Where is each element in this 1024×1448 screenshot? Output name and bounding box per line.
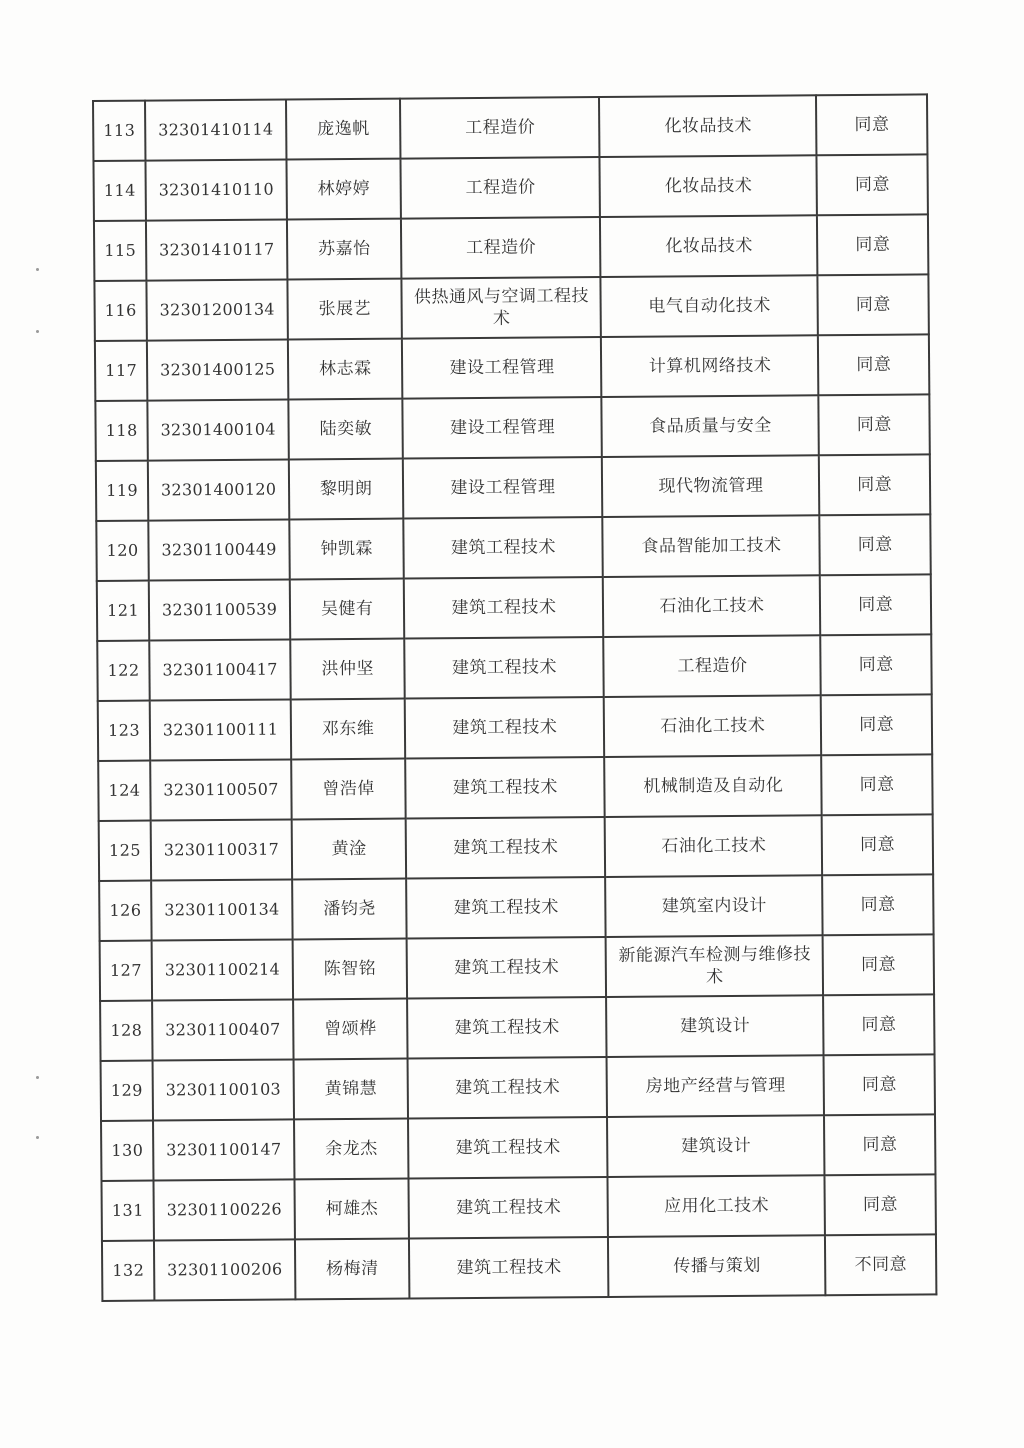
table-row (93, 94, 927, 161)
row-number: 131 (101, 1181, 154, 1241)
approval-result: 同意 (817, 214, 928, 275)
student-name: 黄锦慧 (293, 1059, 408, 1120)
target-major: 应用化工技术 (608, 1175, 825, 1237)
approval-result: 同意 (817, 154, 928, 215)
student-id: 32301400104 (148, 399, 289, 460)
target-major: 新能源汽车检测与维修技术 (606, 935, 823, 997)
current-major: 建筑工程技术 (409, 1237, 608, 1299)
student-id: 32301100147 (153, 1119, 294, 1180)
student-id: 32301100507 (150, 759, 291, 820)
table-row (95, 334, 929, 401)
approval-result: 同意 (823, 874, 934, 935)
student-id: 32301410114 (145, 99, 286, 160)
row-number: 116 (94, 281, 147, 341)
row-number: 130 (101, 1121, 154, 1181)
table-row (102, 1234, 936, 1301)
current-major: 建筑工程技术 (406, 757, 605, 819)
row-number: 118 (95, 401, 148, 461)
approval-result: 不同意 (825, 1234, 936, 1295)
student-name: 黄淦 (292, 819, 407, 880)
table-row (97, 634, 931, 701)
student-id: 32301100539 (149, 579, 290, 640)
student-name: 余龙杰 (294, 1119, 409, 1180)
table-body (93, 94, 936, 1301)
row-number: 127 (100, 941, 153, 1001)
student-id: 32301100134 (151, 879, 292, 940)
current-major: 建筑工程技术 (404, 517, 603, 579)
target-major: 房地产经营与管理 (607, 1055, 824, 1117)
row-number: 123 (98, 701, 151, 761)
table-row (93, 154, 927, 221)
student-name: 潘钧尧 (292, 879, 407, 940)
table-row (99, 874, 933, 941)
student-name: 陈智铭 (293, 939, 408, 1000)
approval-result: 同意 (821, 634, 932, 695)
current-major: 建筑工程技术 (408, 1057, 607, 1119)
student-id: 32301100206 (154, 1239, 295, 1300)
approval-result: 同意 (818, 274, 929, 335)
student-name: 曾颂桦 (293, 999, 408, 1060)
current-major: 建筑工程技术 (406, 817, 605, 879)
current-major: 建筑工程技术 (409, 1177, 608, 1239)
approval-result: 同意 (822, 814, 933, 875)
approval-result: 同意 (823, 934, 934, 995)
row-number: 114 (93, 161, 146, 221)
approval-result: 同意 (818, 334, 929, 395)
current-major: 工程造价 (401, 217, 600, 279)
student-id: 32301100226 (154, 1179, 295, 1240)
current-major: 建筑工程技术 (407, 937, 606, 999)
table-row (94, 274, 928, 341)
approval-result: 同意 (819, 454, 930, 515)
row-number: 122 (97, 641, 150, 701)
student-id: 32301410110 (146, 159, 287, 220)
student-id: 32301200134 (147, 279, 288, 340)
scan-speck (36, 268, 39, 271)
table-row (100, 994, 934, 1061)
table-row (101, 1174, 935, 1241)
approval-result: 同意 (824, 1114, 935, 1175)
approval-result: 同意 (820, 514, 931, 575)
current-major: 建设工程管理 (403, 457, 602, 519)
table-row (94, 214, 928, 281)
target-major: 建筑设计 (606, 995, 823, 1057)
target-major: 石油化工技术 (603, 575, 820, 637)
student-id: 32301100417 (149, 639, 290, 700)
current-major: 工程造价 (400, 97, 599, 159)
student-name: 杨梅清 (295, 1239, 410, 1300)
table-row (101, 1054, 935, 1121)
current-major: 工程造价 (401, 157, 600, 219)
student-id: 32301410117 (146, 219, 287, 280)
target-major: 食品智能加工技术 (603, 515, 820, 577)
row-number: 132 (102, 1241, 155, 1301)
table-row (96, 514, 930, 581)
current-major: 建筑工程技术 (405, 697, 604, 759)
row-number: 129 (101, 1061, 154, 1121)
student-name: 林婷婷 (286, 159, 401, 220)
current-major: 建筑工程技术 (404, 577, 603, 639)
target-major: 化妆品技术 (599, 95, 816, 157)
table-row (95, 394, 929, 461)
student-id: 32301400125 (147, 339, 288, 400)
target-major: 建筑设计 (607, 1115, 824, 1177)
student-id: 32301400120 (148, 459, 289, 520)
student-id: 32301100103 (153, 1059, 294, 1120)
student-name: 洪仲坚 (290, 639, 405, 700)
student-name: 曾浩倬 (291, 759, 406, 820)
target-major: 食品质量与安全 (602, 395, 819, 457)
approval-result: 同意 (821, 694, 932, 755)
approval-result: 同意 (824, 1054, 935, 1115)
student-name: 钟凯霖 (289, 519, 404, 580)
row-number: 126 (99, 881, 152, 941)
student-name: 黎明朗 (289, 459, 404, 520)
target-major: 石油化工技术 (605, 815, 822, 877)
student-name: 柯雄杰 (294, 1179, 409, 1240)
approval-result: 同意 (819, 394, 930, 455)
row-number: 128 (100, 1001, 153, 1061)
current-major: 建筑工程技术 (408, 1117, 607, 1179)
scan-speck (36, 330, 39, 333)
scan-speck (36, 1076, 39, 1079)
current-major: 建筑工程技术 (405, 637, 604, 699)
current-major: 建筑工程技术 (408, 997, 607, 1059)
row-number: 115 (94, 221, 147, 281)
student-id: 32301100214 (152, 939, 293, 1000)
table-row (101, 1114, 935, 1181)
target-major: 石油化工技术 (604, 695, 821, 757)
target-major: 现代物流管理 (602, 455, 819, 517)
target-major: 计算机网络技术 (601, 335, 818, 397)
row-number: 117 (95, 341, 148, 401)
student-id: 32301100111 (150, 699, 291, 760)
approval-result: 同意 (825, 1174, 936, 1235)
target-major: 电气自动化技术 (601, 275, 818, 337)
target-major: 工程造价 (604, 635, 821, 697)
row-number: 124 (98, 761, 151, 821)
table-row (98, 694, 932, 761)
table-row (98, 754, 932, 821)
target-major: 化妆品技术 (600, 215, 817, 277)
row-number: 121 (97, 581, 150, 641)
student-name: 吴健有 (290, 579, 405, 640)
table-row (99, 814, 933, 881)
table-row (97, 574, 931, 641)
scan-speck (36, 1136, 39, 1139)
student-id: 32301100407 (152, 999, 293, 1060)
target-major: 传播与策划 (608, 1235, 825, 1297)
student-name: 庞逸帆 (286, 99, 401, 160)
student-name: 张展艺 (287, 279, 402, 340)
row-number: 113 (93, 101, 146, 161)
current-major: 建设工程管理 (403, 397, 602, 459)
current-major: 供热通风与空调工程技术 (402, 277, 601, 339)
row-number: 119 (96, 461, 149, 521)
row-number: 120 (96, 521, 149, 581)
table-row (100, 934, 934, 1001)
student-name: 陆奕敏 (288, 399, 403, 460)
target-major: 机械制造及自动化 (605, 755, 822, 817)
student-id: 32301100317 (151, 819, 292, 880)
target-major: 建筑室内设计 (606, 875, 823, 937)
approval-result: 同意 (820, 574, 931, 635)
current-major: 建设工程管理 (402, 337, 601, 399)
student-id: 32301100449 (149, 519, 290, 580)
approval-result: 同意 (822, 754, 933, 815)
row-number: 125 (99, 821, 152, 881)
approval-result: 同意 (824, 994, 935, 1055)
student-name: 邓东维 (291, 699, 406, 760)
student-name: 苏嘉怡 (287, 219, 402, 280)
current-major: 建筑工程技术 (407, 877, 606, 939)
table-row (96, 454, 930, 521)
target-major: 化妆品技术 (600, 155, 817, 217)
approval-result: 同意 (816, 94, 927, 155)
student-name: 林志霖 (288, 339, 403, 400)
major-transfer-table (92, 93, 937, 1302)
